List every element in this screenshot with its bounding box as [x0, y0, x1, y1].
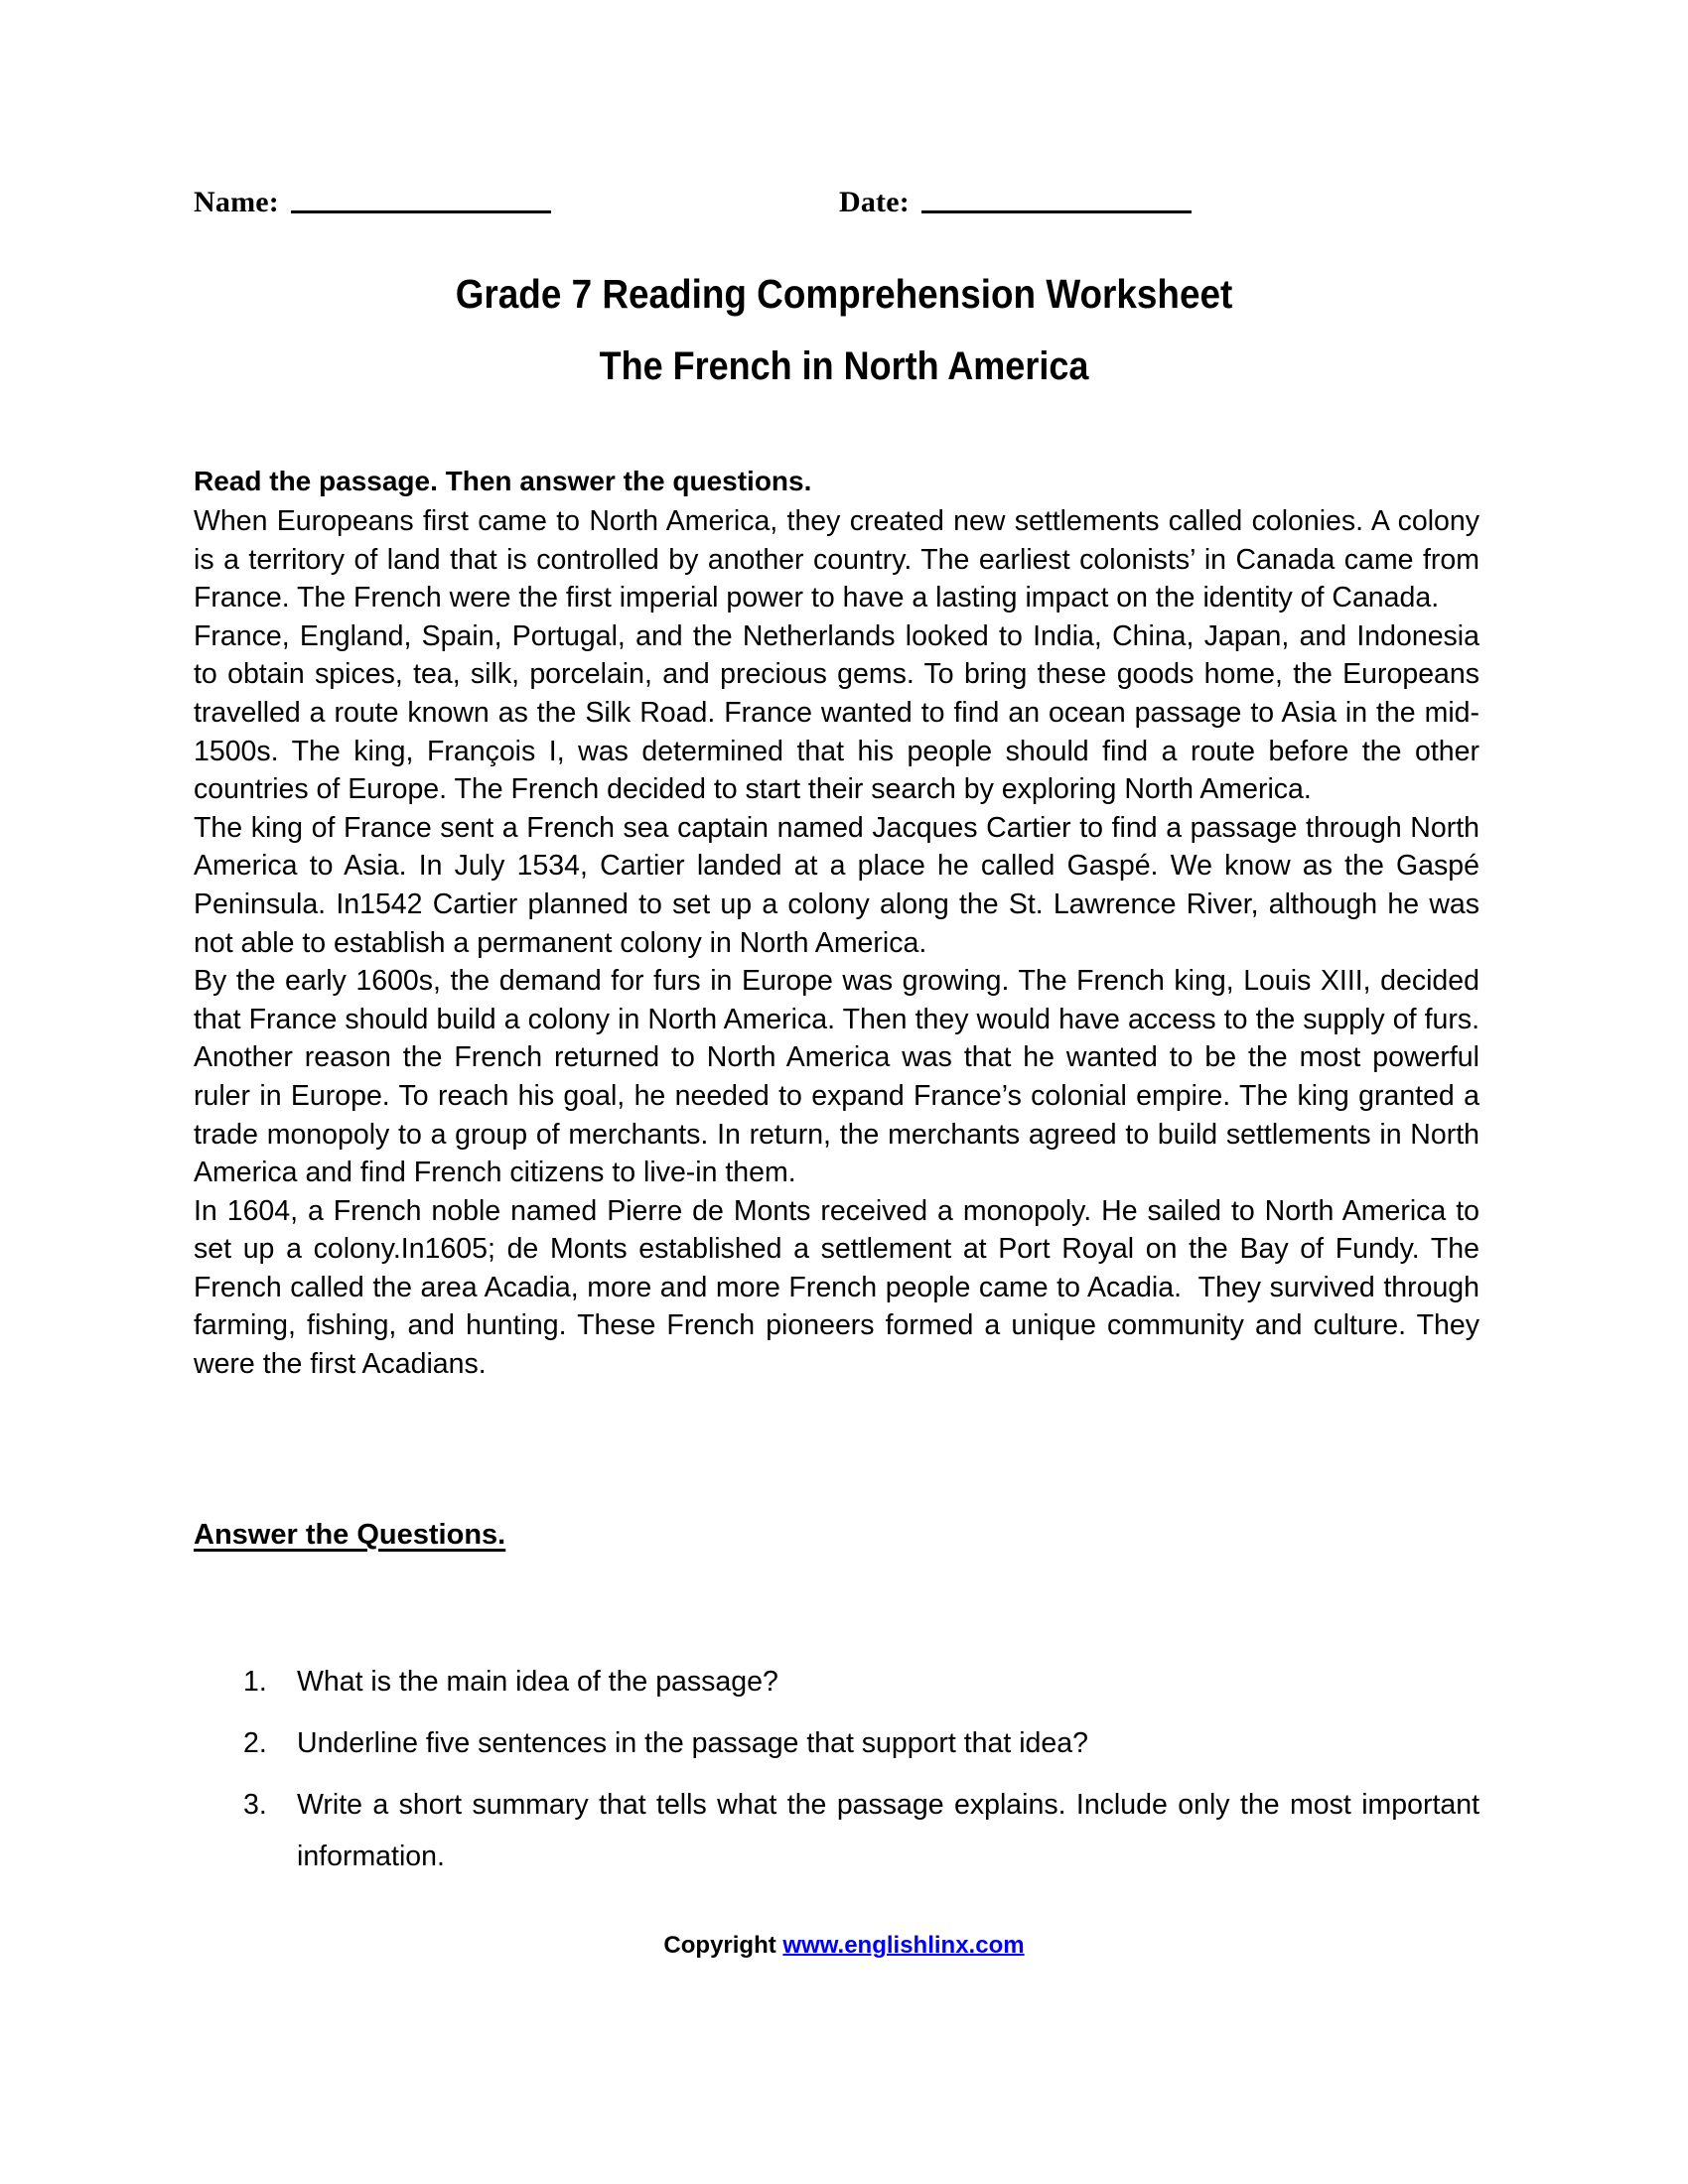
date-field-group	[839, 187, 1192, 218]
passage-paragraph-1: When Europeans first came to North America, they created new settlements called colonies. A colony is a territory of land that is controlled by another country. The earliest colonists’ in Canada came from France. The French were the first imperial power to have a lasting impact on the identity of Canada.	[194, 505, 1487, 614]
answer-questions-heading: Answer the Questions.	[194, 1519, 506, 1551]
question-number: 1.	[243, 1666, 267, 1698]
title-block	[0, 270, 1688, 389]
passage-paragraph-2: France, England, Spain, Portugal, and the Netherlands looked to India, China, Japan, and Indonesia to obtain spices, tea, silk, porcelain, and precious gems. To bring these goods home, the Europeans travelled a route known as the Silk Road. France wanted to find an ocean passage to Asia in the mid-1500s. The king, François I, was determined that his people should find a route before the other countries of Europe. The French decided to start their search by exploring North America.	[194, 619, 1487, 806]
name-date-row	[194, 187, 1435, 218]
question-number: 3.	[243, 1789, 267, 1821]
englishlinx-link[interactable]: www.englishlinx.com	[782, 1932, 1025, 1959]
question-item	[243, 1656, 1479, 1707]
question-text: Write a short summary that tells what the passage explains. Include only the most important information.	[297, 1789, 1479, 1872]
copyright-label: Copyright	[663, 1932, 783, 1959]
question-number: 2.	[243, 1727, 267, 1759]
name-write-line[interactable]	[291, 210, 551, 213]
question-text: Underline five sentences in the passage that support that idea?	[297, 1727, 1088, 1759]
date-write-line[interactable]	[921, 210, 1192, 213]
passage-paragraph-4: By the early 1600s, the demand for furs in Europe was growing. The French king, Louis XIII, decided that France should build a colony in North America. Then they would have access to the supply of furs. Another reason the French returned to North America was that he wanted to be the most powerful ruler in Europe. To reach his goal, he needed to expand France’s colonial empire. The king granted a trade monopoly to a group of merchants. In return, the merchants agreed to build settlements in North America and find French citizens to live-in them.	[194, 965, 1487, 1189]
questions-list	[243, 1656, 1479, 1892]
instruction-text: Read the passage. Then answer the questions.	[194, 466, 812, 496]
question-item	[243, 1779, 1479, 1882]
page-title: Grade 7 Reading Comprehension Worksheet	[455, 271, 1233, 317]
name-field-group	[194, 187, 551, 218]
question-item	[243, 1717, 1479, 1769]
date-label: Date:	[838, 186, 910, 218]
passage-paragraph-5: In 1604, a French noble named Pierre de Monts received a monopoly. He sailed to North America to set up a colony.In1605; de Monts established a settlement at Port Royal on the Bay of Fundy. The French called the area Acadia, more and more French people came to Acadia. They survived through farming, fishing, and hunting. These French pioneers formed a unique community and culture. They were the first Acadians.	[194, 1194, 1487, 1381]
question-text: What is the main idea of the passage?	[297, 1666, 778, 1698]
passage-block	[194, 463, 1487, 1384]
passage-paragraph-3: The king of France sent a French sea captain named Jacques Cartier to find a passage through North America to Asia. In July 1534, Cartier landed at a place he called Gaspé. We know as the Gaspé Peninsula. In1542 Cartier planned to set up a colony along the St. Lawrence River, although he was not able to establish a permanent colony in North America.	[194, 811, 1487, 959]
page-subtitle: The French in North America	[599, 344, 1089, 388]
footer	[0, 1931, 1688, 1961]
name-label: Name:	[194, 186, 279, 218]
